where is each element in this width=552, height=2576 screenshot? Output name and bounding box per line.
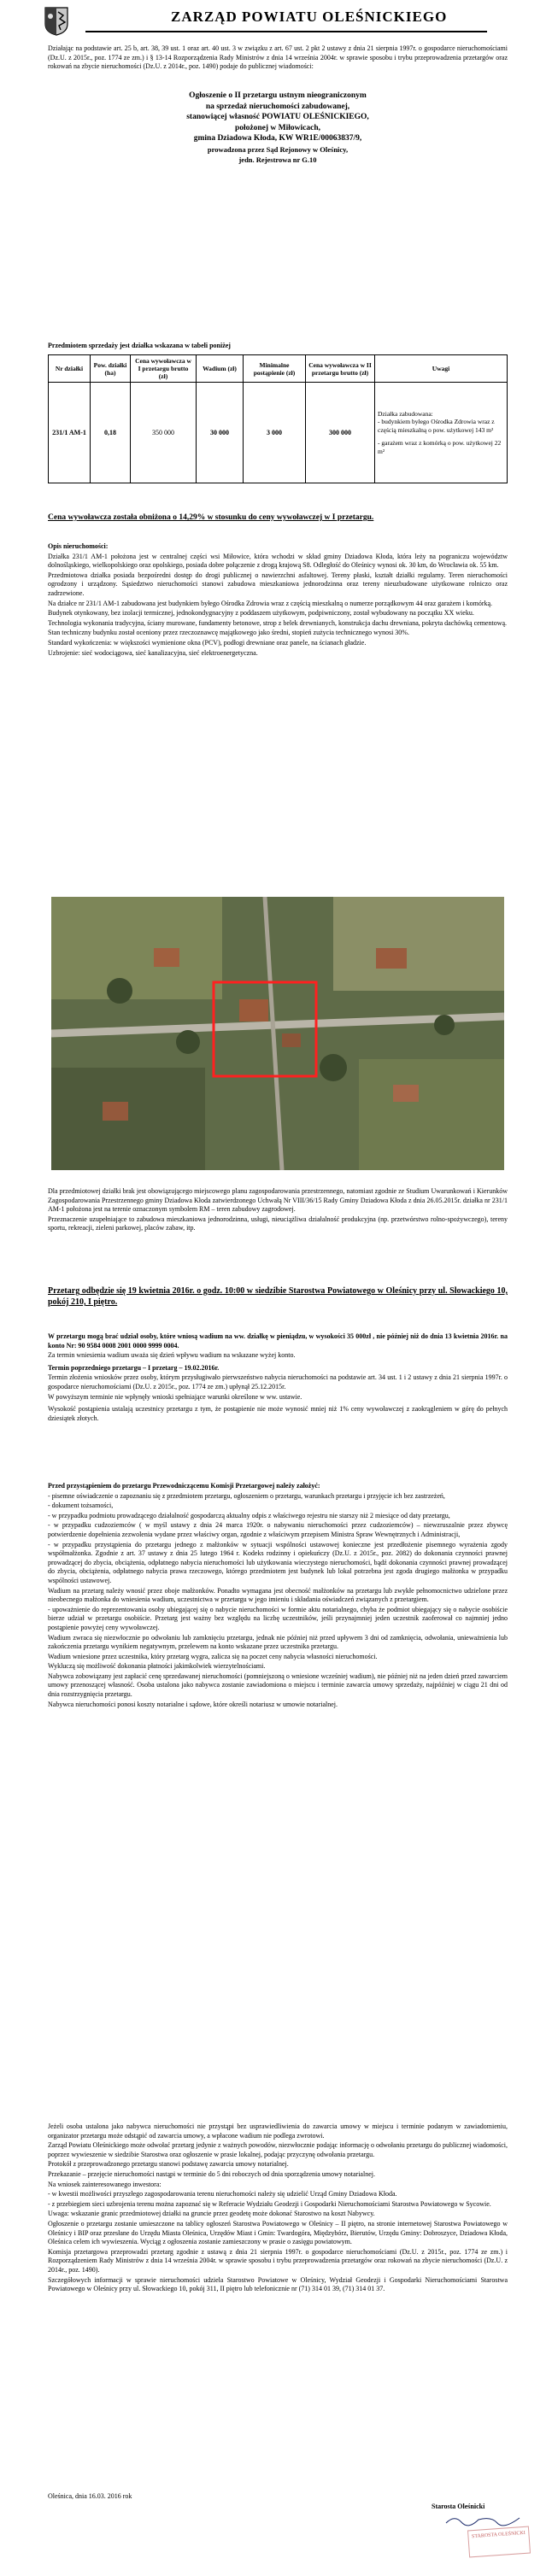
cell-deposit: 30 000 — [197, 383, 244, 483]
signature-icon — [444, 2515, 521, 2526]
cell-price-2: 300 000 — [306, 383, 375, 483]
note-line: - garażem wraz z komórką o pow. użytkowej 22 m² — [378, 439, 502, 455]
table-header-row — [49, 355, 508, 383]
description-paragraph: Technologia wykonania tradycyjna, ściany murowane, fundamenty betonowe, strop z belek drewnianych, konstrukcja dachu drewniana, pokryta dachówką cementową. — [48, 618, 508, 627]
requirement-item: Nabywca nieruchomości ponosi koszty notarialne i sądowe, które określi notariusz w umowie notarialnej. — [48, 1700, 338, 1708]
closing-paragraph: - w kwestii możliwości przyszłego zagospodarowania terenu nieruchomości należy się udzielić Urząd Gminy Dziadowa Kłoda. — [48, 2190, 397, 2198]
requirements — [48, 1482, 508, 1710]
min-bid-text: Wysokość postąpienia ustalają uczestnicy przetargu z tym, że postąpienie nie może wynosić mniej niż 1% ceny wywoławczej z zaokrągleniem w górę do pełnych dziesiątek złotych. — [48, 1405, 508, 1422]
announcement-line-3: stanowiącej własność POWIATU OLEŚNICKIEGO, — [186, 113, 369, 121]
closing-paragraph: Szczegółowych informacji w sprawie nieruchomości udziela Starostwo Powiatowe w Oleśnicy, Wydział Geodezji i Gospodarki Nieruchomościami Starostwa Powiatowego w Oleśnicy przy ul. Słowackiego 10, pokój 311, II piętro lub telefonicznie nr (71) 314 01 39, (71) 314 01 37. — [48, 2275, 508, 2293]
auction-terms — [48, 1332, 508, 1424]
deposit-text: W przetargu mogą brać udział osoby, które wniosą wadium na ww. działkę w pieniądzu, w wysokości 35 000zł , nie później niż do dnia 13 kwietnia 2016r. na konto Nr: 90 9584 0008 2001 0000 9999 0004. — [48, 1332, 508, 1349]
description-paragraph: Budynek otynkowany, bez izolacji termicznej, jednokondygnacyjny z poddaszem użytkowym, podpiwniczony, został wybudowany na początku XX wieku. — [48, 609, 474, 618]
official-stamp — [467, 2526, 531, 2558]
auction-date: Przetarg odbędzie się 19 kwietnia 2016r. o godz. 10:00 w siedzibie Starostwa Powiatowego w Oleśnicy przy ul. Słowackiego 10, pokój 210, I piętro. — [48, 1286, 508, 1307]
announcement-line-4: położonej w Miłowicach, — [234, 123, 320, 132]
col-header-deposit: Wadium (zł) — [197, 355, 244, 383]
previous-auction-title: Termin poprzedniego przetargu – I przetarg – 19.02.2016r. — [48, 1363, 220, 1372]
col-header-nr: Nr działki — [49, 355, 91, 383]
col-header-notes: Uwagi — [375, 355, 508, 383]
signatory-title: Starosta Oleśnicki — [432, 2503, 485, 2510]
requirement-item: Wadium zwraca się niezwłocznie po odwołaniu lub zamknięciu przetargu, jednak nie później niż przed upływem 3 dni od zamknięcia, odwołania, unieważnienia lub zakończenia przetargu wynikiem negatywnym, przelewem na konto wskazane przez uczestnika przetargu. — [48, 1633, 508, 1651]
requirement-item: Wadium na przetarg należy wnosić przez oboje małżonków. Ponadto wymagana jest obecność małżonków na przetargu lub zwykłe pełnomocnictwo udzielone przez nieobecnego małżonka do wniesienia wadium, uczestnictwa w przetargu w jego imieniu i składania oświadczeń związanych z przetargiem. — [48, 1586, 508, 1604]
col-header-price-2: Cena wywoławcza w II przetargu brutto (zł) — [306, 355, 375, 383]
closing-paragraph: Komisja przetargowa przeprowadzi przetarg zgodnie z ustawą z dnia 21 sierpnia 1997r. o gospodarce nieruchomościami (Dz.U. z 2015r., poz. 1774 ze zm.) i Rozporządzeniem Rady Ministrów z dnia 14 września 2004r. w sprawie sposobu i trybu przeprowadzenia przetargów oraz rokowań na zbycie nieruchomości (Dz.U. z 2014r., poz. 1490). — [48, 2247, 508, 2274]
requirement-item: - pisemne oświadczenie o zapoznaniu się z przedmiotem przetargu, ogłoszeniem o przetargu, warunkach przetargu i przyjęcie ich bez zastrzeżeń, — [48, 1491, 445, 1500]
announcement-heading — [48, 91, 508, 166]
closing-paragraph: Jeżeli osoba ustalona jako nabywca nieruchomości nie przystąpi bez usprawiedliwienia do zawarcia umowy w miejscu i terminie podanym w zawiadomieniu, organizator przetargu może odstąpić od zawarcia umowy, a wpłacone wadium nie podlega zwrotowi. — [48, 2122, 508, 2140]
property-table — [48, 354, 508, 483]
cell-nr: 231/1 AM-1 — [49, 383, 91, 483]
price-reduction-note: Cena wywoławcza została obniżona o 14,29% w stosunku do ceny wywoławczej w I przetargu. — [48, 513, 374, 522]
requirement-item: Wadium wniesione przez uczestnika, który przetarg wygra, zalicza się na poczet ceny nabycia własności nieruchomości. — [48, 1652, 378, 1660]
table-row — [49, 383, 508, 483]
announcement-line-5: gmina Dziadowa Kłoda, KW WR1E/00063837/9, — [193, 134, 362, 143]
description-paragraph: Uzbrojenie: sieć wodociągowa, sieć kanalizacyjna, sieć elektroenergetyczna. — [48, 648, 258, 657]
deposit-note: Za termin wniesienia wadium uważa się dzień wpływu wadium na wskazane wyżej konto. — [48, 1351, 296, 1360]
requirement-item: - w przypadku przystąpienia do przetargu jednego z małżonków w sytuacji wspólności ustawowej konieczne jest przedłożenie pisemnego wyrażenia zgody współmałżonka. Zgodnie z art. 37 ustawy z dnia 25 lutego 1964 r. Kodeks rodzinny i opiekuńczy (Dz.U. z 2015r., poz. 2082) do dokonania czynności prawnej prowadzącej do zbycia, obciążenia, odpłatnego nabycia nieruchomości lub użytkowania wieczystego nieruchomości, bądź dokonania czynności prawnej prowadzącej do zbycia, obciążenia, odpłatnego nabycia prawa rzeczowego, którego przedmiotem jest budynek lub lokal potrzebna jest zgoda drugiego małżonka w przypadku wspólności ustawowej. — [48, 1540, 508, 1584]
requirement-item: - w przypadku cudzoziemców ( w myśl ustawy z dnia 24 marca 1920r. o nabywaniu nieruchomości przez cudzoziemców) – niewzruszalnie przez zbywcę potwierdzenie dopełnienia zezwolenia wydane przez właściwy organ, zgodnie z właściwym przepisem Ministra Spraw Wewnętrznych i Administracji, — [48, 1521, 508, 1538]
closing-paragraph: Przekazanie – przejęcie nieruchomości nastąpi w terminie do 5 dni roboczych od dnia sporządzenia umowy notarialnej. — [48, 2169, 375, 2178]
closing-section — [48, 2122, 508, 2295]
description-paragraph: Na działce nr 231/1 AM-1 zabudowana jest budynkiem byłego Ośrodka Zdrowia wraz z częścią mieszkalną o numerze porządkowym 44 oraz garażem i komórką. — [48, 599, 493, 607]
previous-auction-text-2: W powyższym terminie nie wpłynęły wnioski spełniające warunki określone w ww. ustawie. — [48, 1392, 302, 1401]
stamp-text: STAROSTA OLEŚNICKI — [471, 2530, 526, 2540]
announcement-line-6: prowadzona przez Sąd Rejonowy w Oleśnicy, — [207, 144, 349, 154]
announcement-line-1: Ogłoszenie o II przetargu ustnym nieograniczonym — [189, 91, 367, 100]
col-header-area: Pow. działki (ha) — [91, 355, 131, 383]
zoning-paragraph: Przeznaczenie uzupełniające to zabudowa mieszkaniowa jednorodzinna, usługi, nieuciążliwa działalność produkcyjna (np. przetwórstwo rolno-spożywczego), tereny sportu, rekreacji, zieleni parkowej, placów zabaw, itp. — [48, 1215, 508, 1232]
cell-price-1: 350 000 — [131, 383, 197, 483]
cell-min-bid: 3 000 — [244, 383, 306, 483]
previous-auction-text: Termin złożenia wniosków przez osoby, którym przysługiwało pierwszeństwo nabycia nieruchomości na podstawie art. 34 ust. 1 i 2 ustawy z dnia 21 sierpnia 1997r. o gospodarce nieruchomościami (Dz.U. z 2015r., poz. 1774 ze zm.) upłynął 25.12.2015r. — [48, 1373, 508, 1390]
note-line: - budynkiem byłego Ośrodka Zdrowia wraz z częścią mieszkalną o pow. użytkowej 143 m² — [378, 418, 495, 434]
property-description — [48, 542, 508, 659]
zoning-paragraph: Dla przedmiotowej działki brak jest obowiązującego miejscowego planu zagospodarowania przestrzennego, natomiast zgodnie ze Studium Uwarunkowań i Kierunków Zagospodarowania Przestrzennego gminy Dziadowa Kłoda zatwierdzonego Uchwałą Nr VIII/36/15 Rady Gminy Dziadowa Kłoda z dnia 26.05.2015r. działka nr 231/1 AM-1 położona jest na terenie oznaczonym symbolem RM – teren zabudowy zagrodowej. — [48, 1187, 508, 1214]
requirements-title: Przed przystąpieniem do przetargu Przewodniczącemu Komisji Przetargowej należy założyć: — [48, 1482, 320, 1490]
page-title: ZARZĄD POWIATU OLEŚNICKIEGO — [171, 9, 448, 25]
requirement-item: - dokument tożsamości, — [48, 1502, 114, 1510]
announcement-line-7: jedn. Rejestrowa nr G.10 — [238, 155, 317, 164]
description-paragraph: Działka 231/1 AM-1 położona jest w centralnej części wsi Miłowice, która wchodzi w skład gminy Dziadowa Kłoda, która leży na pograniczu województw dolnośląskiego, wielkopolskiego oraz opolskiego, posiada dobre połączenie z drogą krajową S8. Odległość do Oleśnicy wynosi ok. 30 km, do Wrocławia ok. 55 km. — [48, 552, 508, 570]
aerial-map-photo — [51, 897, 504, 1170]
closing-paragraph: Na wniosek zainteresowanego inwestora: — [48, 2180, 161, 2188]
requirement-item: - w przypadku podmiotu prowadzącego działalność gospodarczą aktualny odpis z właściwego rejestru nie starszy niż 2 miesiące od daty przetargu, — [48, 1511, 450, 1519]
cell-area: 0,18 — [91, 383, 131, 483]
description-title: Opis nieruchomości: — [48, 542, 109, 550]
col-header-price-1: Cena wywoławcza w I przetargu brutto (zł) — [131, 355, 197, 383]
place-date: Oleśnica, dnia 16.03. 2016 rok — [48, 2492, 132, 2500]
closing-paragraph: Protokół z przeprowadzonego przetargu stanowi podstawę zawarcia umowy notarialnej. — [48, 2160, 289, 2169]
note-line: Działka zabudowana: — [378, 409, 433, 418]
closing-paragraph: Zarząd Powiatu Oleśnickiego może odwołać przetarg jedynie z ważnych powodów, niezwłocznie podając informację o odwołaniu przetargu do publicznej wiadomości, poprzez wywieszenie w siedzibie Starostwa oraz ogłoszenie w prasie lokalnej, podając przyczynę odwołania przetargu. — [48, 2141, 508, 2158]
requirement-item: Wykluczą się możliwość dokonania płatności jakimkolwiek wierzytelnościami. — [48, 1662, 266, 1671]
description-paragraph: Standard wykończenia: w większości wymienione okna (PCV), podłogi drewniane oraz panele, na ścianach gładzie. — [48, 638, 367, 647]
requirement-item: Nabywca zobowiązany jest zapłacić cenę sprzedawanej nieruchomości (pomniejszoną o wniesione wcześniej wadium), nie później niż na jeden dzień przed zawarciem umowy przenoszącej własność. Osoba ustalona jako nabywca zostanie zawiadomiona o miejscu i terminie zawarcia umowy sprzedaży, najpóźniej w ciągu 21 dni od dnia rozstrzygnięcia przetargu. — [48, 1671, 508, 1699]
closing-paragraph: - z przebiegiem sieci uzbrojenia terenu można zapoznać się w Referacie Wydziału Geodezji i Gospodarki Nieruchomościami Starostwa Powiatowego w Sycowie. — [48, 2199, 491, 2208]
col-header-min-bid: Minimalne postąpienie (zł) — [244, 355, 306, 383]
announcement-line-2: na sprzedaż nieruchomości zabudowanej, — [205, 102, 350, 111]
cell-notes — [375, 383, 508, 483]
zoning-info — [48, 1187, 508, 1234]
coat-of-arms-icon — [44, 7, 68, 36]
header-divider — [85, 31, 487, 32]
intro-text: Działając na podstawie art. 25 b, art. 38, 39 ust. 1 oraz art. 40 ust. 3 w związku z art. 67 ust. 2 pkt 2 ustawy z dnia 21 sierpnia 1997r. o gospodarce nieruchomościami (Dz.U. z 2015r., poz. 1774 ze zm.) i § 13-14 Rozporządzenia Rady Ministrów z dnia 14 września 2004r. w sprawie sposobu i trybu przeprowadzenia przetargów oraz rokowań na zbycie nieruchomości (Dz.U. z 2014r., poz. 1490) podaje do publicznej wiadomości: — [48, 44, 508, 71]
table-caption: Przedmiotem sprzedaży jest działka wskazana w tabeli poniżej — [48, 342, 231, 349]
closing-paragraph: Ogłoszenie o przetargu zostanie umieszczone na tablicy ogłoszeń Starostwa Powiatowego w Oleśnicy – II piętro, na stronie internetowej Starostwa Powiatowego w Oleśnicy i BIP oraz przesłane do Urzędu Miasta Oleśnica, Urzędów Miast i Gmin: Twardogóra, Międzybórz, Bierutów, Urzędu Gminy: Dobroszyce, Dziadowa Kłoda, Oleśnica celem ich wywieszenia. Wyciąg z ogłoszenia zostanie zamieszczony w prasie o zasięgu powiatowym. — [48, 2219, 508, 2246]
description-paragraph: Stan techniczny budynku został oceniony przez rzeczoznawcę majątkowego jako średni, stopień zużycia technicznego wynosi 30%. — [48, 629, 409, 637]
closing-paragraph: Uwaga: wskazanie granic przedmiotowej działki na gruncie przez geodetę może dokonać Starostwo na koszt Nabywcy. — [48, 2210, 375, 2218]
description-paragraph: Przedmiotowa działka posiada bezpośredni dostęp do drogi publicznej o nawierzchni asfaltowej. Tereny płaski, kształt działki regularny. Teren nieruchomości ogrodzony i urządzony. Sąsiedztwo nieruchomości stanowi zabudowa mieszkaniowa jednorodzinna oraz tereny nieuzbudowane użytkowane rolniczo oraz zadrzewione. — [48, 571, 508, 597]
requirement-item: - upoważnienie do reprezentowania osoby ubiegającej się o nabycie nieruchomości w formie aktu notarialnego, chyba że podmiot ubiegający się o nabycie osobiście bierze udział w przetargu osobiście. Przetarg jest ważny bez względu na liczbę uczestników, jeśli przynajmniej jeden uczestnik zaoferował co najmniej jedno postąpienie powyżej ceny wywoławczej. — [48, 1605, 508, 1631]
